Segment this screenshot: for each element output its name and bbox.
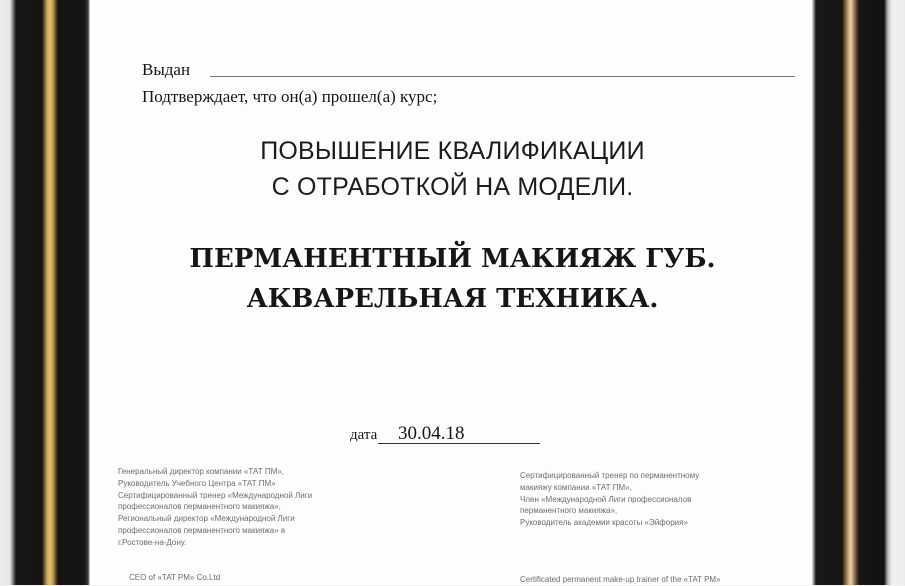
right-signatory-line: перманентного макияжа», bbox=[520, 506, 618, 516]
course-title-line-1: ПЕРМАНЕНТНЫЙ МАКИЯЖ ГУБ. bbox=[189, 244, 716, 274]
right-signatory-line: макияжу компании «ТАТ ПМ», bbox=[520, 482, 632, 492]
course-type-line-1: ПОВЫШЕНИЕ КВАЛИФИКАЦИИ bbox=[260, 137, 645, 165]
issued-label: Выдан bbox=[142, 60, 191, 79]
left-signatory-block bbox=[118, 466, 408, 549]
confirmation-text: Подтверждает, что он(а) прошел(а) курс; bbox=[142, 87, 438, 106]
right-signatory-line: Сертифицированный тренер по перманентному bbox=[520, 471, 700, 480]
left-signatory-line: Руководитель Учебного Центра «ТАТ ПМ» bbox=[118, 478, 276, 488]
right-signatory-footer: Certificated permanent make-up trainer of the «TAT PM» bbox=[520, 575, 721, 584]
left-signatory-line: Региональный директор «Международной Лиги bbox=[118, 514, 295, 524]
right-signatory-line: Руководитель академии красоты «Эйфория» bbox=[520, 518, 688, 528]
issued-name-line bbox=[210, 76, 795, 77]
left-signatory-footer: CEO of «TAT PM» Co.Ltd bbox=[129, 573, 221, 582]
left-signatory-line: Генеральный директор компании «ТАТ ПМ», bbox=[118, 467, 284, 476]
left-signatory-line: г.Ростове-на-Дону. bbox=[118, 537, 187, 547]
left-signatory-line: Сертифицированный тренер «Международной Лиги bbox=[118, 490, 313, 500]
right-signatory-block bbox=[520, 470, 810, 529]
date-underline bbox=[378, 443, 540, 444]
left-signatory-line: профессионалов перманентного макияжа», bbox=[118, 502, 281, 512]
date-label: дата bbox=[350, 427, 378, 443]
date-value: 30.04.18 bbox=[398, 423, 465, 444]
left-signatory-line: профессионалов перманентного макияжа» в bbox=[118, 525, 286, 535]
course-title-line-2: АКВАРЕЛЬНАЯ ТЕХНИКА. bbox=[246, 284, 659, 314]
course-type-line-2: С ОТРАБОТКОЙ НА МОДЕЛИ. bbox=[271, 173, 634, 201]
right-signatory-line: Член «Международной Лиги профессионалов bbox=[520, 494, 692, 504]
